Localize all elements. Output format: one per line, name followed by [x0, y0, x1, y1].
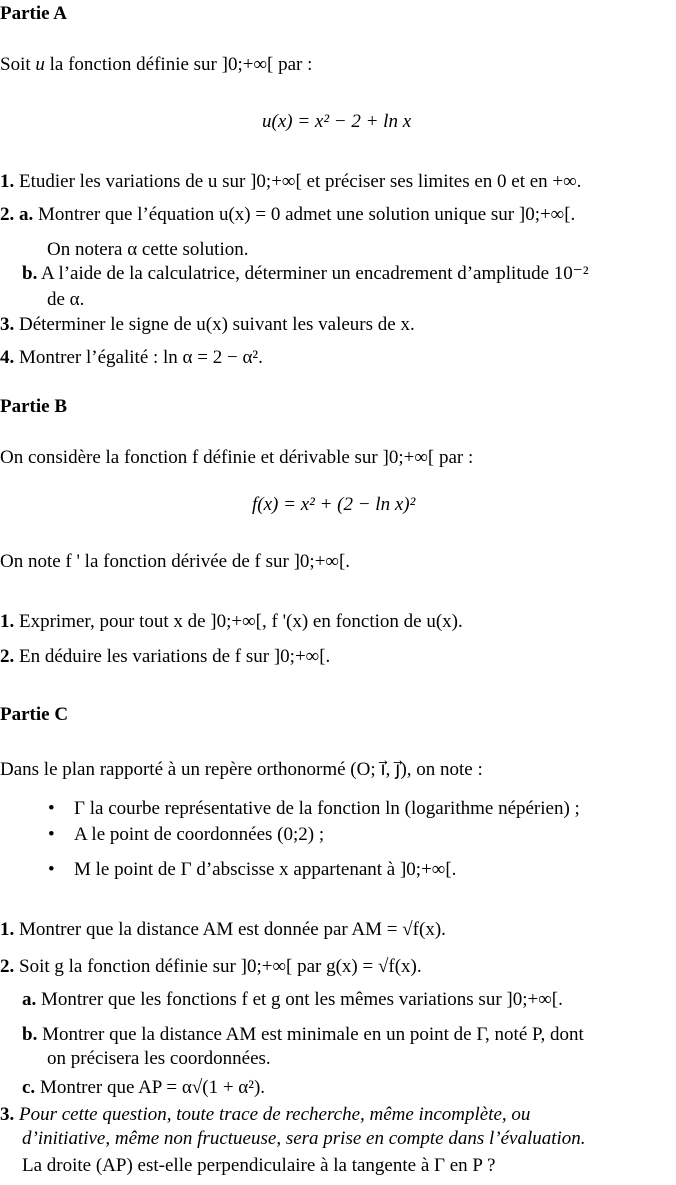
bullet-icon: • — [48, 824, 55, 845]
partA-q1: 1. Etudier les variations de u sur ]0;+∞[ et préciser ses limites en 0 et en +∞. — [0, 171, 582, 192]
partC-q3-question: La droite (AP) est-elle perpendiculaire à la tangente à Γ en P ? — [22, 1155, 496, 1176]
partC-bullet: • A le point de coordonnées (0;2) ; — [48, 824, 325, 845]
partC-q3: 3. Pour cette question, toute trace de recherche, même incomplète, ou — [0, 1104, 531, 1125]
partC-q2b: b. Montrer que la distance AM est minimale en un point de Γ, noté P, dont — [22, 1024, 584, 1045]
partC-bullet: • Γ la courbe représentative de la fonction ln (logarithme népérien) ; — [48, 798, 580, 819]
partA-q2a: 2. a. Montrer que l’équation u(x) = 0 admet une solution unique sur ]0;+∞[. — [0, 204, 576, 225]
partB-q2: 2. En déduire les variations de f sur ]0;+∞[. — [0, 646, 331, 667]
partA-heading: Partie A — [0, 3, 68, 24]
partA-intro: Soit u la fonction définie sur ]0;+∞[ par : — [0, 54, 313, 75]
partC-q1: 1. Montrer que la distance AM est donnée par AM = √f(x). — [0, 919, 446, 940]
partB-heading: Partie B — [0, 396, 68, 417]
partB-note: On note f ' la fonction dérivée de f sur ]0;+∞[. — [0, 551, 351, 572]
partA-q3: 3. Déterminer le signe de u(x) suivant les valeurs de x. — [0, 314, 415, 335]
partA-q2b-cont: de α. — [47, 289, 85, 310]
partC-bullet: • M le point de Γ d’abscisse x appartenant à ]0;+∞[. — [48, 859, 457, 880]
partA-definition: u(x) = x² − 2 + ln x — [262, 111, 412, 132]
interval: ]0;+∞[ — [221, 54, 274, 75]
partC-q2a: a. Montrer que les fonctions f et g ont les mêmes variations sur ]0;+∞[. — [22, 989, 563, 1010]
partA-q4: 4. Montrer l’égalité : ln α = 2 − α². — [0, 347, 263, 368]
partA-q2b: b. A l’aide de la calculatrice, déterminer un encadrement d’amplitude 10⁻² — [22, 263, 589, 284]
bullet-icon: • — [48, 859, 55, 880]
partC-heading: Partie C — [0, 704, 69, 725]
partC-q3-italic: d’initiative, même non fructueuse, sera prise en compte dans l’évaluation. — [22, 1128, 586, 1149]
bullet-icon: • — [48, 798, 55, 819]
partA-q2a-note: On notera α cette solution. — [47, 239, 249, 260]
partB-q1: 1. Exprimer, pour tout x de ]0;+∞[, f '(x) en fonction de u(x). — [0, 611, 463, 632]
partB-definition: f(x) = x² + (2 − ln x)² — [252, 494, 416, 515]
partB-intro: On considère la fonction f définie et dérivable sur ]0;+∞[ par : — [0, 447, 474, 468]
partC-intro: Dans le plan rapporté à un repère orthonormé (O; i⃗, j⃗), on note : — [0, 759, 483, 780]
partC-q2b-cont: on précisera les coordonnées. — [47, 1048, 271, 1069]
partC-q2c: c. Montrer que AP = α√(1 + α²). — [22, 1077, 266, 1098]
partC-q2: 2. Soit g la fonction définie sur ]0;+∞[ par g(x) = √f(x). — [0, 956, 422, 977]
